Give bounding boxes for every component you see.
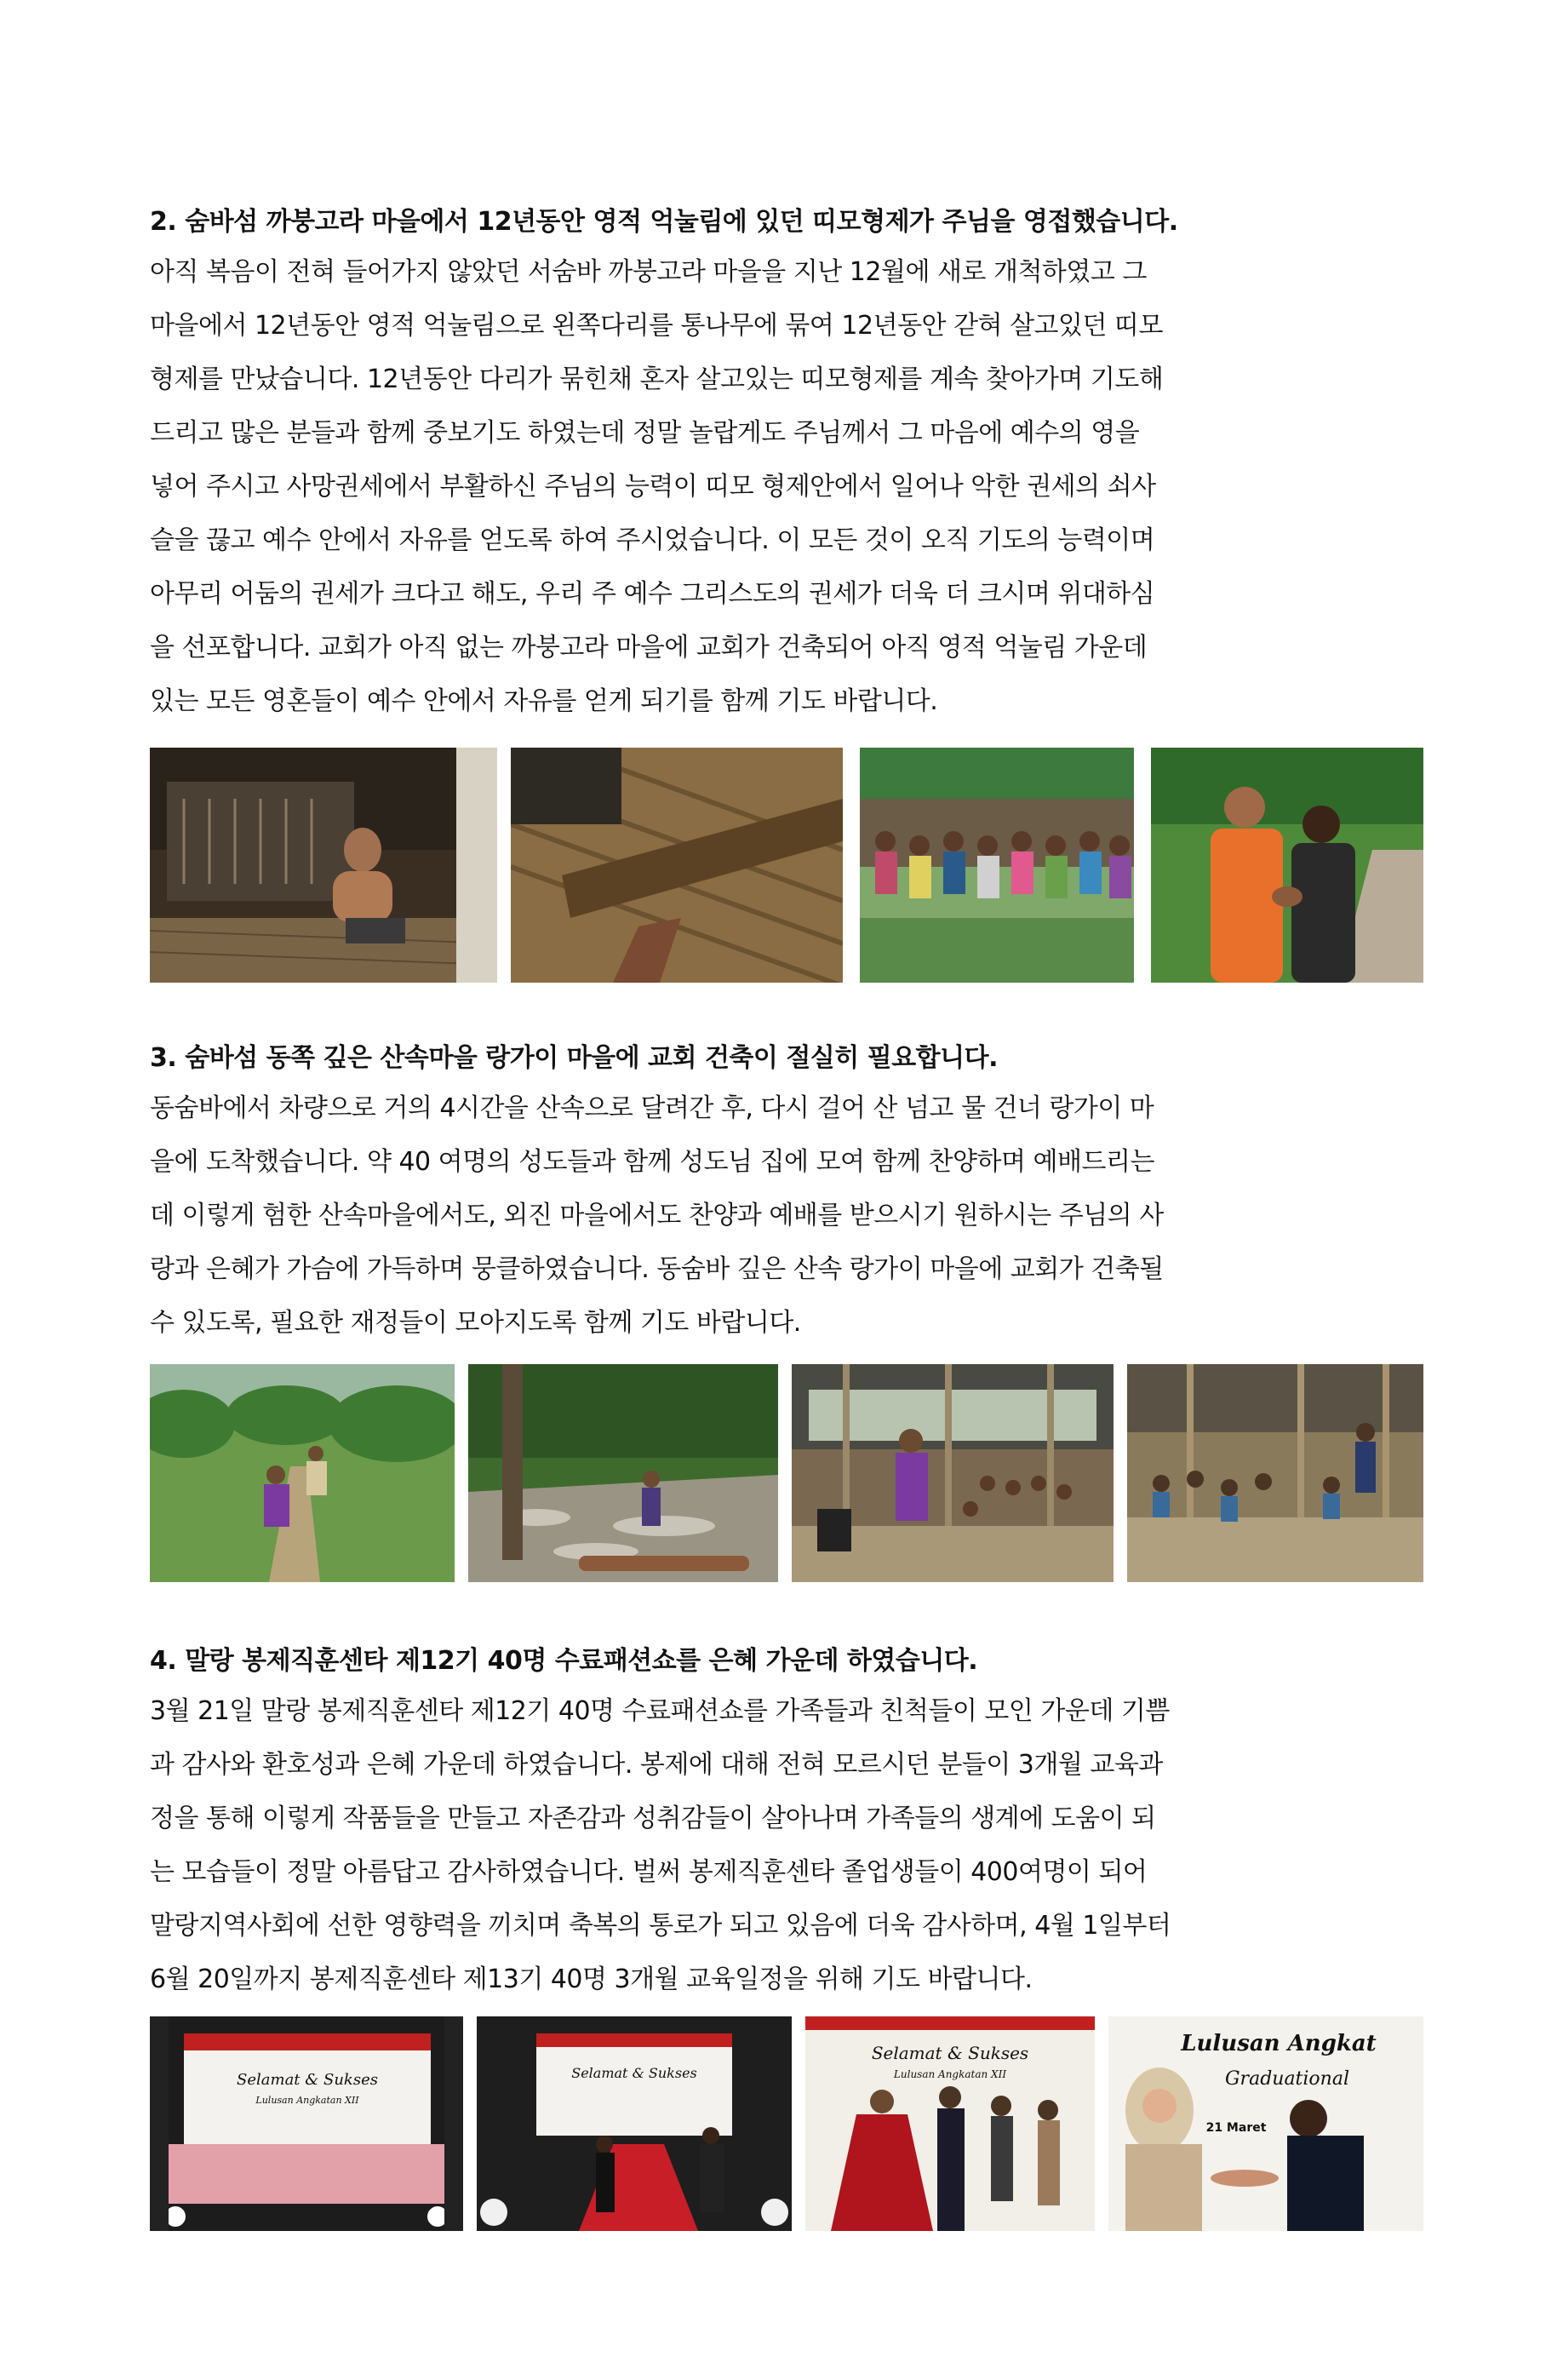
section-body bbox=[150, 1081, 1423, 1350]
photo-leg-chained-log bbox=[511, 748, 843, 983]
paragraph-line: 6월 20일까지 봉제직훈센타 제13기 40명 3개월 교육일정을 위해 기도 바랍니다. bbox=[150, 1964, 1033, 1994]
photo-worship-preaching bbox=[792, 1364, 1114, 1582]
paragraph-line: 슬을 끊고 예수 안에서 자유를 얻도록 하여 주시었습니다. 이 모든 것이 오직 기도의 능력이며 bbox=[150, 525, 1155, 555]
photo-timo-in-hut bbox=[150, 748, 497, 983]
paragraph-line: 있는 모든 영혼들이 예수 안에서 자유를 얻게 되기를 함께 기도 바랍니다. bbox=[150, 686, 938, 716]
banner-title: Lulusan Angkat bbox=[1181, 2031, 1377, 2056]
photo-river-crossing bbox=[468, 1364, 778, 1582]
paragraph-line: 수 있도록, 필요한 재정들이 모아지도록 함께 기도 바랍니다. bbox=[150, 1308, 801, 1338]
photo-graduate-red-dress bbox=[805, 2016, 1095, 2231]
banner-subtitle: Graduational bbox=[1224, 2068, 1350, 2090]
paragraph-line: 는 모습들이 정말 아름답고 감사하였습니다. 벌써 봉제직훈센타 졸업생들이 400여명이 되어 bbox=[150, 1857, 1148, 1887]
paragraph-line: 과 감사와 환호성과 은혜 가운데 하였습니다. 봉제에 대해 전혀 모르시던 분들이 3개월 교육과 bbox=[150, 1750, 1163, 1780]
paragraph-line: 형제를 만났습니다. 12년동안 다리가 묶힌채 혼자 살고있는 띠모형제를 계속 찾아가며 기도해 bbox=[150, 364, 1164, 394]
photo-fashion-show-group bbox=[150, 2016, 463, 2231]
paragraph-line: 랑과 은혜가 가슴에 가득하며 뭉클하였습니다. 동숨바 깊은 산속 랑가이 마을에 교회가 건축될 bbox=[150, 1254, 1164, 1284]
section-2 bbox=[150, 204, 1423, 728]
section-body bbox=[150, 245, 1423, 728]
section-4 bbox=[150, 1643, 1423, 2006]
paragraph-line: 마을에서 12년동안 영적 억눌림으로 왼쪽다리를 통나무에 묶여 12년동안 갇혀 살고있던 띠모 bbox=[150, 311, 1163, 341]
paragraph-line: 동숨바에서 차량으로 거의 4시간을 산속으로 달려간 후, 다시 걸어 산 넘고 물 건너 랑가이 마 bbox=[150, 1093, 1154, 1123]
paragraph-line: 을에 도착했습니다. 약 40 여명의 성도들과 함께 성도님 집에 모여 함께 찬양하며 예배드리는 bbox=[150, 1147, 1154, 1177]
banner-subtitle: Lulusan Angkatan XII bbox=[255, 2095, 359, 2106]
banner-title: Selamat & Sukses bbox=[871, 2043, 1029, 2063]
section-heading: 4. 말랑 봉제직훈센타 제12기 40명 수료패션쇼를 은혜 가운데 하였습니다. bbox=[150, 1646, 978, 1676]
banner-subtitle: Lulusan Angkatan XII bbox=[893, 2068, 1007, 2080]
banner-date: 21 Maret bbox=[1205, 2121, 1267, 2135]
photo-group-children bbox=[860, 748, 1134, 983]
photo-graduation-handshake bbox=[1108, 2016, 1423, 2231]
paragraph-line: 넣어 주시고 사망권세에서 부활하신 주님의 능력이 띠모 형제안에서 일어나 악한 권세의 쇠사 bbox=[150, 472, 1156, 502]
paragraph-line: 드리고 많은 분들과 함께 중보기도 하였는데 정말 놀랍게도 주님께서 그 마음에 예수의 영을 bbox=[150, 418, 1140, 448]
section-body bbox=[150, 1684, 1423, 2006]
banner-title: Selamat & Sukses bbox=[571, 2065, 697, 2081]
photo-handshake-road bbox=[1151, 748, 1423, 983]
photo-jungle-path bbox=[150, 1364, 455, 1582]
photo-fashion-runway bbox=[477, 2016, 792, 2231]
paragraph-line: 데 이렇게 험한 산속마을에서도, 외진 마을에서도 찬양과 예배를 받으시기 원하시는 주님의 사 bbox=[150, 1201, 1164, 1230]
paragraph-line: 정을 통해 이렇게 작품들을 만들고 자존감과 성취감들이 살아나며 가족들의 생계에 도움이 되 bbox=[150, 1804, 1156, 1833]
paragraph-line: 을 선포합니다. 교회가 아직 없는 까붕고라 마을에 교회가 건축되어 아직 영적 억눌림 가운데 bbox=[150, 633, 1148, 662]
photo-worship-congregation bbox=[1127, 1364, 1423, 1582]
section-heading: 2. 숨바섬 까붕고라 마을에서 12년동안 영적 억눌림에 있던 띠모형제가 주님을 영접했습니다. bbox=[150, 207, 1178, 237]
paragraph-line: 아직 복음이 전혀 들어가지 않았던 서숨바 까붕고라 마을을 지난 12월에 새로 개척하였고 그 bbox=[150, 257, 1147, 287]
section-heading: 3. 숨바섬 동쪽 깊은 산속마을 랑가이 마을에 교회 건축이 절실히 필요합니다. bbox=[150, 1043, 999, 1073]
paragraph-line: 3월 21일 말랑 봉제직훈센타 제12기 40명 수료패션쇼를 가족들과 친척들이 모인 가운데 기쁨 bbox=[150, 1696, 1170, 1726]
paragraph-line: 말랑지역사회에 선한 영향력을 끼치며 축복의 통로가 되고 있음에 더욱 감사하며, 4월 1일부터 bbox=[150, 1911, 1171, 1941]
paragraph-line: 아무리 어둠의 권세가 크다고 해도, 우리 주 예수 그리스도의 권세가 더욱 더 크시며 위대하심 bbox=[150, 579, 1155, 609]
banner-title: Selamat & Sukses bbox=[237, 2071, 378, 2089]
section-3 bbox=[150, 1041, 1423, 1350]
